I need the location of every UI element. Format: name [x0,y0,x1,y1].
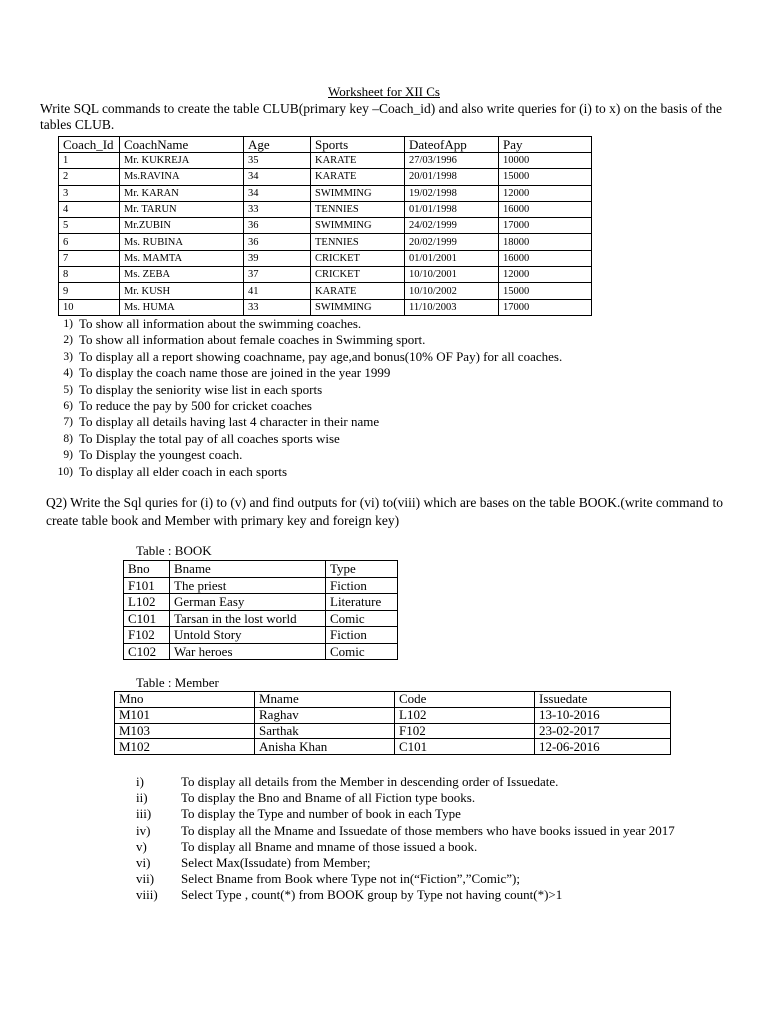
club-question-number: 10) [57,465,73,478]
club-question-number: 9) [63,449,73,462]
book-question-number: v) [136,838,147,854]
book-table-cell: War heroes [170,643,326,660]
book-question-text: To display the Type and number of book in each Type [181,806,461,822]
club-table-cell: 24/02/1999 [405,218,499,234]
book-question-number: vii) [136,871,155,887]
book-table-cell: Tarsan in the lost world [170,610,326,627]
club-table-row [59,299,592,315]
club-table-cell: 41 [244,283,311,299]
book-question-item [136,823,736,839]
club-table-row [59,283,592,299]
club-question-text: To Display the youngest coach. [79,447,243,463]
club-question-number: 6) [63,400,73,413]
club-table-cell: 10/10/2002 [405,283,499,299]
club-table-cell: Mr. KUKREJA [120,153,244,169]
club-question-item [56,382,736,398]
club-question-item [56,414,736,430]
book-table-row [124,643,398,660]
club-table-cell: 36 [244,234,311,250]
book-table-caption: Table : BOOK [136,543,212,558]
book-question-number: i) [136,774,144,789]
book-question-text: Select Bname from Book where Type not in(“Fiction”,”Comic”); [181,871,520,887]
club-table-cell: 15000 [499,169,592,185]
book-question-item [136,806,736,822]
book-question-item [136,887,736,903]
book-table-cell: F102 [124,627,170,644]
club-table-row [59,185,592,201]
member-column-header: Mname [255,692,395,708]
club-question-number: 7) [63,416,73,429]
member-column-header: Mno [115,692,255,708]
club-table-cell: KARATE [311,153,405,169]
club-table-cell: 35 [244,153,311,169]
worksheet-title: Worksheet for XII Cs [328,84,440,99]
member-table-cell: Sarthak [255,723,395,739]
member-table-row [115,723,671,739]
club-question-item [56,398,736,414]
club-column-header: CoachName [120,137,244,153]
club-table-cell: 7 [59,250,120,266]
club-table-cell: 01/01/2001 [405,250,499,266]
member-table-cell: Raghav [255,707,395,723]
club-question-item [56,464,736,480]
book-question-item [136,839,736,855]
member-table-caption: Table : Member [136,675,219,690]
club-question-item [56,431,736,447]
club-table-cell: 18000 [499,234,592,250]
club-table-cell: Mr. KARAN [120,185,244,201]
book-question-text: To display the Bno and Bname of all Fiction type books. [181,790,476,806]
club-question-text: To display all a report showing coachname, pay age,and bonus(10% OF Pay) for all coaches. [79,348,563,364]
club-table-cell: SWIMMING [311,218,405,234]
book-question-item [136,855,736,871]
member-table-cell: Anisha Khan [255,739,395,755]
book-table [123,560,398,660]
book-table-cell: The priest [170,577,326,594]
club-question-text: To show all information about female coaches in Swimming sport. [79,332,426,348]
club-table-cell: TENNIES [311,201,405,217]
member-header-row [115,692,671,708]
club-table-cell: Ms. HUMA [120,299,244,315]
club-question-item [56,365,736,381]
book-header-row [124,561,398,578]
book-question-text: Select Max(Issudate) from Member; [181,855,371,871]
book-column-header: Bno [124,561,170,578]
book-table-row [124,577,398,594]
club-question-text: To display all elder coach in each sports [79,463,288,479]
club-table-cell: Ms. MAMTA [120,250,244,266]
member-column-header: Issuedate [535,692,671,708]
club-header-row [59,137,592,153]
club-question-text: To display the coach name those are joined in the year 1999 [79,365,391,381]
club-table-cell: 8 [59,267,120,283]
member-table-row [115,739,671,755]
club-question-text: To display the seniority wise list in each sports [79,381,323,397]
club-table-row [59,153,592,169]
club-table [58,136,592,316]
book-question-text: To display all Bname and mname of those issued a book. [181,838,478,854]
club-table-cell: 1 [59,153,120,169]
book-question-text: Select Type , count(*) from BOOK group by Type not having count(*)>1 [181,887,563,903]
club-table-cell: Ms. RUBINA [120,234,244,250]
club-table-cell: 33 [244,201,311,217]
club-table-cell: 10/10/2001 [405,267,499,283]
club-table-row [59,267,592,283]
club-table-cell: Ms.RAVINA [120,169,244,185]
book-table-cell: Fiction [326,627,398,644]
member-table-cell: M102 [115,739,255,755]
club-question-item [56,447,736,463]
member-table-cell: L102 [395,707,535,723]
club-table-cell: 16000 [499,201,592,217]
club-table-cell: Mr. TARUN [120,201,244,217]
member-table-body [115,707,671,754]
club-table-cell: 16000 [499,250,592,266]
club-table-cell: 34 [244,185,311,201]
member-column-header: Code [395,692,535,708]
club-table-body [59,153,592,316]
club-table-row [59,201,592,217]
club-question-number: 1) [63,318,73,330]
book-column-header: Bname [170,561,326,578]
club-table-cell: 6 [59,234,120,250]
book-table-body [124,577,398,660]
club-question-number: 2) [63,334,73,347]
club-table-cell: 01/01/1998 [405,201,499,217]
book-table-cell: F101 [124,577,170,594]
book-question-number: vi) [136,855,151,871]
member-table-cell: 13-10-2016 [535,707,671,723]
club-table-cell: Mr. KUSH [120,283,244,299]
member-table-cell: M101 [115,707,255,723]
book-table-cell: Comic [326,643,398,660]
club-question-number: 3) [63,350,73,363]
club-question-text: To reduce the pay by 500 for cricket coaches [79,398,312,414]
club-column-header: Age [244,137,311,153]
club-table-cell: 11/10/2003 [405,299,499,315]
club-table-cell: SWIMMING [311,185,405,201]
club-table-cell: 12000 [499,185,592,201]
book-question-item [136,790,736,806]
book-table-cell: C102 [124,643,170,660]
club-table-cell: 12000 [499,267,592,283]
club-table-cell: 39 [244,250,311,266]
club-table-cell: 33 [244,299,311,315]
club-column-header: Sports [311,137,405,153]
club-table-cell: 17000 [499,299,592,315]
club-question-number: 4) [63,367,73,380]
book-column-header: Type [326,561,398,578]
club-table-cell: 15000 [499,283,592,299]
book-question-number: ii) [136,790,148,806]
club-table-cell: 19/02/1998 [405,185,499,201]
member-table-cell: C101 [395,739,535,755]
club-table-cell: TENNIES [311,234,405,250]
club-question-item [56,332,736,348]
book-question-text: To display all details from the Member in descending order of Issuedate. [181,774,559,789]
club-table-cell: CRICKET [311,250,405,266]
book-question-number: viii) [136,887,158,903]
club-table-row [59,169,592,185]
book-table-cell: Fiction [326,577,398,594]
club-table-cell: CRICKET [311,267,405,283]
club-table-cell: 10 [59,299,120,315]
club-table-cell: 37 [244,267,311,283]
book-table-row [124,594,398,611]
club-table-cell: 9 [59,283,120,299]
book-question-text: To display all the Mname and Issuedate of those members who have books issued in year 2017 [181,822,675,838]
book-table-cell: Comic [326,610,398,627]
club-table-cell: SWIMMING [311,299,405,315]
book-table-row [124,610,398,627]
club-instructions: Write SQL commands to create the table CLUB(primary key –Coach_id) and also write queries for (i) to x) on the basis of the tables CLUB. [40,101,723,132]
member-table-row [115,707,671,723]
book-question-number: iii) [136,806,152,822]
club-table-cell: KARATE [311,283,405,299]
book-question-item [136,871,736,887]
club-question-item [56,316,736,332]
club-question-text: To show all information about the swimming coaches. [79,316,362,331]
club-table-row [59,218,592,234]
member-table [114,691,671,755]
member-table-cell: M103 [115,723,255,739]
club-table-cell: 34 [244,169,311,185]
book-table-cell: Untold Story [170,627,326,644]
club-table-cell: Ms. ZEBA [120,267,244,283]
club-table-cell: 3 [59,185,120,201]
club-column-header: DateofApp [405,137,499,153]
book-question-list [136,774,736,904]
club-table-cell: 17000 [499,218,592,234]
club-table-cell: 5 [59,218,120,234]
club-table-row [59,234,592,250]
club-table-cell: KARATE [311,169,405,185]
club-table-cell: 4 [59,201,120,217]
club-table-cell: 20/01/1998 [405,169,499,185]
club-table-cell: 36 [244,218,311,234]
club-table-cell: 20/02/1999 [405,234,499,250]
club-question-item [56,349,736,365]
book-table-row [124,627,398,644]
book-question-number: iv) [136,822,151,838]
book-question-item [136,774,736,790]
book-table-cell: L102 [124,594,170,611]
club-table-cell: 2 [59,169,120,185]
club-question-list [56,316,736,480]
club-question-text: To Display the total pay of all coaches sports wise [79,430,340,446]
club-table-cell: 27/03/1996 [405,153,499,169]
book-table-cell: C101 [124,610,170,627]
club-table-row [59,250,592,266]
club-table-cell: Mr.ZUBIN [120,218,244,234]
book-table-cell: Literature [326,594,398,611]
member-table-cell: 12-06-2016 [535,739,671,755]
club-table-cell: 10000 [499,153,592,169]
club-question-number: 8) [63,432,73,445]
club-column-header: Pay [499,137,592,153]
member-table-cell: 23-02-2017 [535,723,671,739]
q2-instructions: Q2) Write the Sql quries for (i) to (v) and find outputs for (vi) to(viii) which are bases on the table BOOK.(write command to create table book and Member with primary key and foreign key) [46,495,724,528]
club-question-number: 5) [63,383,73,396]
club-column-header: Coach_Id [59,137,120,153]
book-table-cell: German Easy [170,594,326,611]
club-question-text: To display all details having last 4 character in their name [79,414,380,430]
member-table-cell: F102 [395,723,535,739]
